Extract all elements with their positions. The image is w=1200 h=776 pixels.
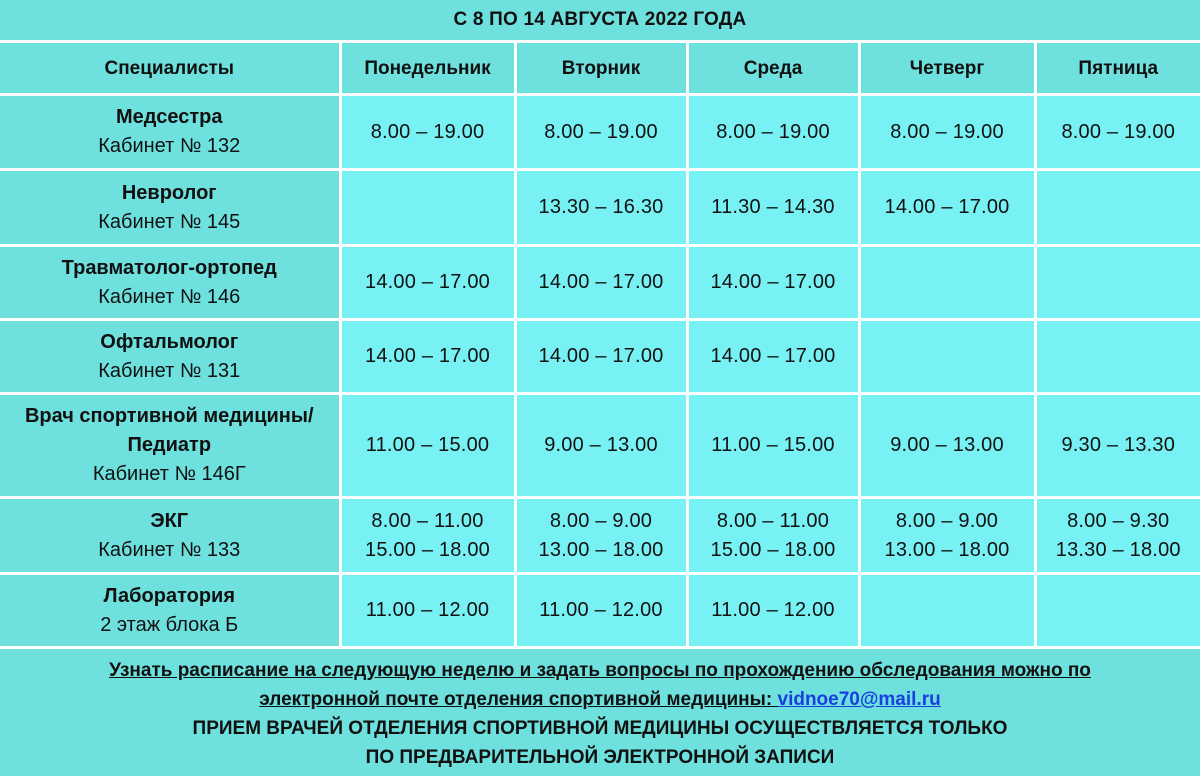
time-range: 8.00 – 19.00 — [370, 120, 485, 143]
time-range: 14.00 – 17.00 — [365, 271, 490, 293]
schedule-table — [0, 40, 1200, 649]
specialist-cell — [0, 170, 340, 246]
time-range: 8.00 – 9.00 — [895, 509, 999, 532]
schedule-cell — [859, 246, 1035, 320]
footer-info-line — [0, 685, 1200, 714]
time-range: 11.00 – 12.00 — [539, 599, 663, 621]
specialist-cell — [0, 246, 340, 320]
specialist-name: Травматолог-ортопед — [61, 256, 277, 279]
time-range: 14.00 – 17.00 — [538, 271, 664, 293]
specialist-room: Кабинет № 133 — [98, 538, 241, 561]
specialist-name: Медсестра — [116, 106, 223, 128]
schedule-cell — [1035, 498, 1200, 574]
specialist-room: Кабинет № 132 — [98, 135, 241, 157]
schedule-cell — [687, 394, 859, 498]
schedule-cell — [859, 498, 1035, 574]
schedule-cell — [859, 320, 1035, 394]
time-range: 8.00 – 9.30 — [1067, 509, 1170, 532]
schedule-cell — [515, 574, 687, 648]
specialist-room: Кабинет № 145 — [98, 210, 241, 233]
schedule-cell — [515, 498, 687, 574]
time-range: 8.00 – 11.00 — [716, 509, 830, 532]
schedule-cell — [1035, 394, 1200, 498]
time-range: 13.00 – 18.00 — [538, 538, 664, 561]
specialist-cell — [0, 574, 340, 648]
specialist-cell — [0, 394, 340, 498]
time-range: 8.00 – 9.00 — [549, 509, 653, 532]
specialist-cell — [0, 498, 340, 574]
footer-info-text: электронной почте отделения спортивной медицины: — [259, 689, 778, 710]
specialist-name: Лаборатория — [103, 584, 235, 607]
time-range: 14.00 – 17.00 — [365, 345, 490, 367]
table-row — [0, 95, 1200, 170]
schedule-cell — [340, 574, 515, 648]
table-row — [0, 394, 1200, 498]
schedule-cell — [1035, 95, 1200, 170]
schedule-cell — [340, 320, 515, 394]
notice-line: ПО ПРЕДВАРИТЕЛЬНОЙ ЭЛЕКТРОННОЙ ЗАПИСИ — [365, 747, 835, 768]
time-range: 11.30 – 14.30 — [711, 196, 835, 218]
time-range: 14.00 – 17.00 — [538, 345, 664, 367]
time-range: 8.00 – 19.00 — [1061, 120, 1176, 143]
time-range: 11.00 – 15.00 — [711, 434, 835, 456]
specialist-room: 2 этаж блока Б — [100, 613, 239, 636]
specialist-name: ЭКГ — [150, 509, 189, 532]
schedule-cell — [859, 574, 1035, 648]
specialist-room: Кабинет № 146 — [98, 285, 241, 308]
table-row — [0, 574, 1200, 648]
schedule-cell — [1035, 170, 1200, 246]
schedule-cell — [687, 95, 859, 170]
schedule-cell — [687, 320, 859, 394]
time-range: 13.30 – 16.30 — [538, 196, 664, 218]
column-header-day: Вторник — [515, 42, 687, 95]
table-row — [0, 170, 1200, 246]
email-link[interactable]: vidnoe70@mail.ru — [777, 689, 941, 710]
time-range: 13.30 – 18.00 — [1055, 538, 1181, 561]
time-range: 9.00 – 13.00 — [890, 434, 1004, 456]
time-range: 8.00 – 11.00 — [371, 509, 484, 532]
schedule-cell — [1035, 320, 1200, 394]
table-row — [0, 498, 1200, 574]
column-header-day: Понедельник — [340, 42, 515, 95]
schedule-cell — [515, 394, 687, 498]
footer-notice — [0, 714, 1200, 772]
time-range: 11.00 – 15.00 — [365, 434, 490, 456]
schedule-cell — [340, 95, 515, 170]
time-range: 9.00 – 13.00 — [544, 434, 658, 456]
schedule-cell — [515, 170, 687, 246]
specialist-name: Врач спортивной медицины/ — [24, 405, 314, 427]
column-header-day: Среда — [687, 42, 859, 95]
time-range: 8.00 – 19.00 — [890, 120, 1004, 143]
schedule-cell — [515, 320, 687, 394]
schedule-cell — [515, 246, 687, 320]
time-range: 9.30 – 13.30 — [1061, 434, 1176, 456]
time-range: 13.00 – 18.00 — [884, 538, 1010, 561]
table-row — [0, 320, 1200, 394]
specialist-name: Педиатр — [127, 434, 212, 456]
table-header-row — [0, 42, 1200, 95]
time-range: 14.00 – 17.00 — [710, 345, 836, 367]
notice-line: ПРИЕМ ВРАЧЕЙ ОТДЕЛЕНИЯ СПОРТИВНОЙ МЕДИЦИНЫ ОСУЩЕСТВЛЯЕТСЯ ТОЛЬКО — [192, 718, 1008, 739]
schedule-cell — [340, 246, 515, 320]
schedule-cell — [340, 394, 515, 498]
schedule-cell — [687, 246, 859, 320]
schedule-cell — [859, 170, 1035, 246]
time-range: 15.00 – 18.00 — [365, 538, 490, 561]
schedule-cell — [515, 95, 687, 170]
time-range: 14.00 – 17.00 — [710, 271, 836, 293]
footer-info — [0, 656, 1200, 714]
table-row — [0, 246, 1200, 320]
footer — [0, 652, 1200, 776]
time-range: 15.00 – 18.00 — [710, 538, 836, 561]
column-header-day: Четверг — [859, 42, 1035, 95]
specialist-name: Невролог — [121, 181, 217, 204]
specialist-name: Офтальмолог — [100, 330, 239, 353]
schedule-cell — [1035, 574, 1200, 648]
specialist-cell — [0, 95, 340, 170]
time-range: 8.00 – 19.00 — [544, 120, 658, 143]
schedule-cell — [1035, 246, 1200, 320]
time-range: 11.00 – 12.00 — [711, 599, 835, 621]
schedule-cell — [859, 95, 1035, 170]
schedule-cell — [340, 170, 515, 246]
footer-info-line: Узнать расписание на следующую неделю и задать вопросы по прохождению обследования можно по — [109, 660, 1091, 681]
schedule-cell — [687, 574, 859, 648]
schedule-cell — [687, 170, 859, 246]
specialist-room: Кабинет № 131 — [98, 359, 241, 382]
time-range: 11.00 – 12.00 — [365, 599, 490, 621]
column-header-day: Пятница — [1035, 42, 1200, 95]
column-header-specialists: Специалисты — [0, 42, 340, 95]
schedule-body — [0, 95, 1200, 648]
page-title: С 8 ПО 14 АВГУСТА 2022 ГОДА — [453, 9, 747, 30]
time-range: 14.00 – 17.00 — [884, 196, 1010, 218]
schedule-cell — [687, 498, 859, 574]
specialist-cell — [0, 320, 340, 394]
specialist-room: Кабинет № 146Г — [92, 463, 246, 485]
time-range: 8.00 – 19.00 — [716, 120, 830, 143]
schedule-cell — [340, 498, 515, 574]
schedule-cell — [859, 394, 1035, 498]
